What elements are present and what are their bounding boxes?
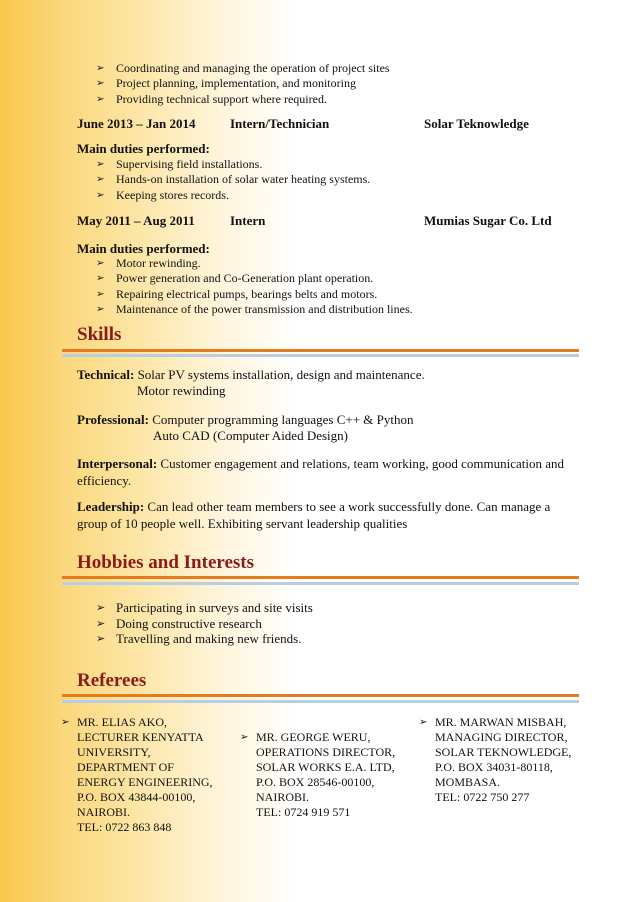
skill-label: Leadership: (77, 499, 145, 514)
skill-technical (77, 367, 567, 384)
skill-text: Computer programming languages C++ & Python (152, 412, 414, 427)
list-item: ➢ Project planning, implementation, and monitoring (96, 76, 390, 91)
list-item: ➢ Repairing electrical pumps, bearings belts and motors. (96, 287, 413, 302)
referee-3 (419, 715, 571, 805)
skills-heading: Skills (77, 324, 122, 345)
skill-text: Solar PV systems installation, design and maintenance. (137, 367, 425, 382)
job-company: Mumias Sugar Co. Ltd (424, 213, 552, 228)
referee-line: TEL: 0724 919 571 (256, 805, 351, 819)
referee-line: P.O. BOX 43844-00100, (77, 790, 196, 804)
referee-line: NAIROBI. (256, 790, 309, 804)
skill-label: Professional: (77, 412, 149, 427)
previous-duties-list (96, 61, 390, 107)
referee-name: ➢ MR. ELIAS AKO, (61, 715, 213, 730)
section-rule (62, 576, 579, 579)
list-item: ➢ Motor rewinding. (96, 256, 413, 271)
list-item: ➢ Travelling and making new friends. (96, 631, 313, 647)
referee-line: MANAGING DIRECTOR, (435, 730, 568, 744)
section-rule (62, 700, 579, 703)
skill-text: Customer engagement and relations, team working, good communication and efficiency. (77, 456, 565, 488)
duties-heading: Main duties performed: (77, 241, 210, 256)
skill-professional-2: Auto CAD (Computer Aided Design) (153, 428, 348, 443)
list-item: ➢ Maintenance of the power transmission and distribution lines. (96, 302, 413, 317)
referee-line: OPERATIONS DIRECTOR, (256, 745, 396, 759)
list-item: ➢ Participating in surveys and site visits (96, 600, 313, 616)
hobbies-list (96, 600, 313, 647)
skill-leadership (77, 499, 567, 532)
referee-name: ➢ MR. MARWAN MISBAH, (419, 715, 571, 730)
section-rule (62, 694, 579, 697)
referee-line: NAIROBI. (77, 805, 130, 819)
skill-professional (77, 412, 567, 429)
skill-text: Can lead other team members to see a work successfully done. Can manage a group of 10 people well. Exhibiting servant leadership qualities (77, 499, 551, 531)
job-dates: May 2011 – Aug 2011 (77, 213, 195, 228)
section-rule (62, 582, 579, 585)
section-rule (62, 349, 579, 352)
list-item: ➢ Doing constructive research (96, 616, 313, 632)
hobbies-heading: Hobbies and Interests (77, 552, 255, 573)
referee-line: P.O. BOX 34031-80118, (435, 760, 553, 774)
job-role: Intern/Technician (230, 116, 330, 131)
referee-line: SOLAR TEKNOWLEDGE, (435, 745, 572, 759)
referee-line: SOLAR WORKS E.A. LTD, (256, 760, 395, 774)
referees-heading: Referees (77, 670, 147, 691)
list-item: ➢ Keeping stores records. (96, 188, 370, 203)
referee-line: MOMBASA. (435, 775, 501, 789)
list-item: ➢ Hands-on installation of solar water heating systems. (96, 172, 370, 187)
referee-line: ENERGY ENGINEERING, (77, 775, 213, 789)
list-item: ➢ Coordinating and managing the operation of project sites (96, 61, 390, 76)
referee-line: DEPARTMENT OF (77, 760, 174, 774)
referee-line: LECTURER KENYATTA (77, 730, 204, 744)
referee-2 (240, 730, 395, 820)
duties-heading: Main duties performed: (77, 141, 210, 156)
referee-line: TEL: 0722 750 277 (435, 790, 530, 804)
referee-line: TEL: 0722 863 848 (77, 820, 172, 834)
list-item: ➢ Power generation and Co-Generation plant operation. (96, 271, 413, 286)
job-role: Intern (230, 213, 266, 228)
section-rule (62, 354, 579, 357)
skill-interpersonal (77, 456, 567, 489)
job-duties-list (96, 157, 370, 203)
referee-name: ➢ MR. GEORGE WERU, (240, 730, 395, 745)
job-dates: June 2013 – Jan 2014 (77, 116, 196, 131)
skill-technical-2: Motor rewinding (137, 383, 226, 398)
list-item: ➢ Supervising field installations. (96, 157, 370, 172)
list-item: ➢ Providing technical support where required. (96, 92, 390, 107)
referee-1 (61, 715, 213, 835)
skill-label: Technical: (77, 367, 135, 382)
skill-label: Interpersonal: (77, 456, 158, 471)
job-duties-list (96, 256, 413, 317)
job-company: Solar Teknowledge (424, 116, 529, 131)
referee-line: P.O. BOX 28546-00100, (256, 775, 375, 789)
referee-line: UNIVERSITY, (77, 745, 151, 759)
